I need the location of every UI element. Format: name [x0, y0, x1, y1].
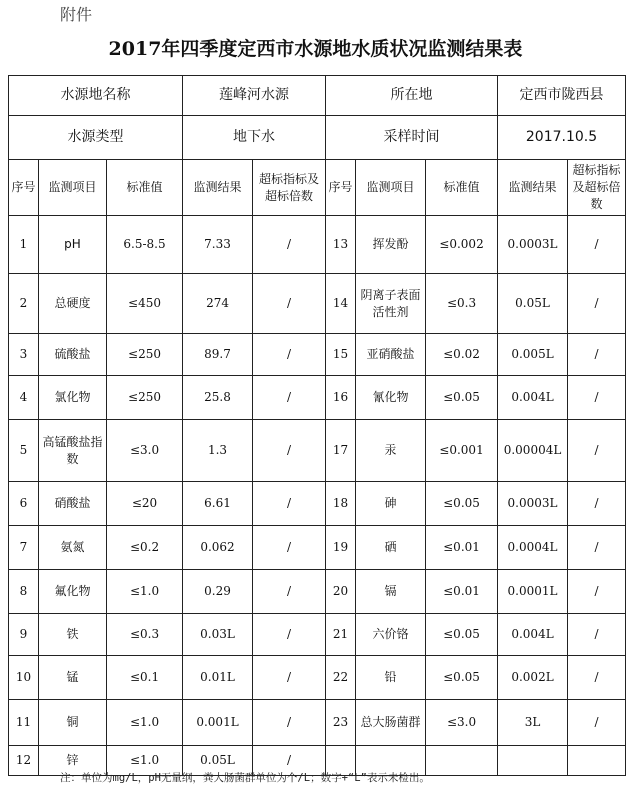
left-item-cell: 氯化物 [39, 376, 107, 420]
left-item-cell: 氨氮 [39, 526, 107, 570]
location-label: 所在地 [326, 76, 498, 116]
source-name-value: 莲峰河水源 [183, 76, 326, 116]
right-result-cell: 0.005L [498, 334, 568, 376]
right-seq-cell: 17 [326, 420, 356, 482]
left-standard-cell: ≤1.0 [107, 746, 183, 776]
left-item-cell: 硝酸盐 [39, 482, 107, 526]
right-standard-cell [426, 746, 498, 776]
right-seq-cell: 23 [326, 700, 356, 746]
right-exceed-cell: / [568, 216, 626, 274]
left-standard-cell: ≤0.3 [107, 614, 183, 656]
table-row [9, 274, 626, 334]
left-item-cell: 铁 [39, 614, 107, 656]
right-exceed-cell: / [568, 482, 626, 526]
left-standard-cell: 6.5-8.5 [107, 216, 183, 274]
right-seq-cell: 16 [326, 376, 356, 420]
left-exceed-cell: / [253, 570, 326, 614]
right-item-cell: 镉 [356, 570, 426, 614]
sampling-time-label: 采样时间 [326, 116, 498, 160]
source-type-value: 地下水 [183, 116, 326, 160]
left-exceed-cell: / [253, 216, 326, 274]
right-exceed-cell: / [568, 376, 626, 420]
left-item-cell: 锰 [39, 656, 107, 700]
right-item-cell: 阴离子表面活性剂 [356, 274, 426, 334]
right-seq-cell: 13 [326, 216, 356, 274]
left-seq-cell: 7 [9, 526, 39, 570]
right-result-cell: 0.004L [498, 614, 568, 656]
col-item: 监测项目 [39, 160, 107, 216]
left-exceed-cell: / [253, 614, 326, 656]
right-seq-cell: 19 [326, 526, 356, 570]
right-standard-cell: ≤0.05 [426, 614, 498, 656]
right-item-cell: 六价铬 [356, 614, 426, 656]
col-standard: 标准值 [426, 160, 498, 216]
right-item-cell: 铅 [356, 656, 426, 700]
left-result-cell: 0.001L [183, 700, 253, 746]
table-row [9, 216, 626, 274]
right-standard-cell: ≤0.05 [426, 656, 498, 700]
left-standard-cell: ≤20 [107, 482, 183, 526]
left-seq-cell: 6 [9, 482, 39, 526]
left-seq-cell: 5 [9, 420, 39, 482]
left-standard-cell: ≤250 [107, 334, 183, 376]
left-result-cell: 7.33 [183, 216, 253, 274]
col-result: 监测结果 [183, 160, 253, 216]
left-standard-cell: ≤1.0 [107, 570, 183, 614]
col-exceed: 超标指标及超标倍数 [568, 160, 626, 216]
right-result-cell: 0.00004L [498, 420, 568, 482]
right-standard-cell: ≤0.002 [426, 216, 498, 274]
left-seq-cell: 8 [9, 570, 39, 614]
column-header-row [9, 160, 626, 216]
right-standard-cell: ≤0.02 [426, 334, 498, 376]
left-standard-cell: ≤0.1 [107, 656, 183, 700]
water-quality-table [8, 75, 626, 776]
right-result-cell: 0.004L [498, 376, 568, 420]
data-body [9, 216, 626, 776]
right-exceed-cell: / [568, 526, 626, 570]
left-result-cell: 89.7 [183, 334, 253, 376]
right-item-cell: 氰化物 [356, 376, 426, 420]
right-seq-cell: 20 [326, 570, 356, 614]
attachment-label: 附件 [60, 5, 93, 24]
left-item-cell: 氟化物 [39, 570, 107, 614]
left-standard-cell: ≤450 [107, 274, 183, 334]
col-item: 监测项目 [356, 160, 426, 216]
right-seq-cell: 14 [326, 274, 356, 334]
left-seq-cell: 2 [9, 274, 39, 334]
left-seq-cell: 12 [9, 746, 39, 776]
right-result-cell: 0.002L [498, 656, 568, 700]
left-result-cell: 6.61 [183, 482, 253, 526]
left-item-cell: 高锰酸盐指数 [39, 420, 107, 482]
col-exceed: 超标指标及超标倍数 [253, 160, 326, 216]
source-type-label: 水源类型 [9, 116, 183, 160]
right-seq-cell: 22 [326, 656, 356, 700]
left-standard-cell: ≤1.0 [107, 700, 183, 746]
header-row-source [9, 76, 626, 116]
left-exceed-cell: / [253, 334, 326, 376]
left-item-cell: pH [39, 216, 107, 274]
left-result-cell: 1.3 [183, 420, 253, 482]
col-seq: 序号 [326, 160, 356, 216]
left-standard-cell: ≤250 [107, 376, 183, 420]
left-item-cell: 锌 [39, 746, 107, 776]
right-standard-cell: ≤0.3 [426, 274, 498, 334]
table-row [9, 700, 626, 746]
right-standard-cell: ≤0.01 [426, 570, 498, 614]
table-row [9, 614, 626, 656]
right-item-cell: 砷 [356, 482, 426, 526]
right-standard-cell: ≤0.05 [426, 482, 498, 526]
left-result-cell: 0.01L [183, 656, 253, 700]
right-item-cell: 挥发酚 [356, 216, 426, 274]
page-title: 2017年四季度定西市水源地水质状况监测结果表 [108, 38, 523, 60]
left-exceed-cell: / [253, 656, 326, 700]
right-result-cell: 3L [498, 700, 568, 746]
col-standard: 标准值 [107, 160, 183, 216]
left-result-cell: 0.062 [183, 526, 253, 570]
right-seq-cell: 15 [326, 334, 356, 376]
table-row [9, 420, 626, 482]
right-exceed-cell: / [568, 334, 626, 376]
left-exceed-cell: / [253, 420, 326, 482]
left-item-cell: 硫酸盐 [39, 334, 107, 376]
right-standard-cell: ≤0.01 [426, 526, 498, 570]
left-result-cell: 0.03L [183, 614, 253, 656]
right-result-cell: 0.05L [498, 274, 568, 334]
left-result-cell: 25.8 [183, 376, 253, 420]
right-exceed-cell: / [568, 700, 626, 746]
right-exceed-cell [568, 746, 626, 776]
right-exceed-cell: / [568, 614, 626, 656]
left-result-cell: 0.05L [183, 746, 253, 776]
right-item-cell: 汞 [356, 420, 426, 482]
right-result-cell: 0.0004L [498, 526, 568, 570]
location-value: 定西市陇西县 [498, 76, 626, 116]
left-result-cell: 274 [183, 274, 253, 334]
left-seq-cell: 11 [9, 700, 39, 746]
footnote: 注：单位为mg/L，pH无量纲，粪大肠菌群单位为个/L；数字+“L”表示未检出。 [60, 772, 430, 784]
left-exceed-cell: / [253, 746, 326, 776]
left-item-cell: 总硬度 [39, 274, 107, 334]
right-exceed-cell: / [568, 420, 626, 482]
left-result-cell: 0.29 [183, 570, 253, 614]
left-exceed-cell: / [253, 274, 326, 334]
right-seq-cell: 18 [326, 482, 356, 526]
table-row [9, 482, 626, 526]
right-standard-cell: ≤0.001 [426, 420, 498, 482]
right-exceed-cell: / [568, 570, 626, 614]
col-result: 监测结果 [498, 160, 568, 216]
right-item-cell: 亚硝酸盐 [356, 334, 426, 376]
left-exceed-cell: / [253, 482, 326, 526]
source-name-label: 水源地名称 [9, 76, 183, 116]
right-result-cell: 0.0003L [498, 482, 568, 526]
right-exceed-cell: / [568, 656, 626, 700]
left-item-cell: 铜 [39, 700, 107, 746]
left-standard-cell: ≤0.2 [107, 526, 183, 570]
left-exceed-cell: / [253, 526, 326, 570]
left-seq-cell: 9 [9, 614, 39, 656]
table-row [9, 526, 626, 570]
table-row [9, 376, 626, 420]
right-item-cell: 硒 [356, 526, 426, 570]
right-exceed-cell: / [568, 274, 626, 334]
right-result-cell: 0.0003L [498, 216, 568, 274]
table-row [9, 656, 626, 700]
left-standard-cell: ≤3.0 [107, 420, 183, 482]
left-seq-cell: 3 [9, 334, 39, 376]
table-row [9, 334, 626, 376]
left-seq-cell: 1 [9, 216, 39, 274]
header-row-type [9, 116, 626, 160]
sampling-time-value: 2017.10.5 [498, 116, 626, 160]
right-standard-cell: ≤3.0 [426, 700, 498, 746]
right-result-cell [498, 746, 568, 776]
left-seq-cell: 4 [9, 376, 39, 420]
right-result-cell: 0.0001L [498, 570, 568, 614]
right-seq-cell: 21 [326, 614, 356, 656]
table-row [9, 570, 626, 614]
left-exceed-cell: / [253, 376, 326, 420]
left-exceed-cell: / [253, 700, 326, 746]
right-item-cell: 总大肠菌群 [356, 700, 426, 746]
right-standard-cell: ≤0.05 [426, 376, 498, 420]
col-seq: 序号 [9, 160, 39, 216]
left-seq-cell: 10 [9, 656, 39, 700]
